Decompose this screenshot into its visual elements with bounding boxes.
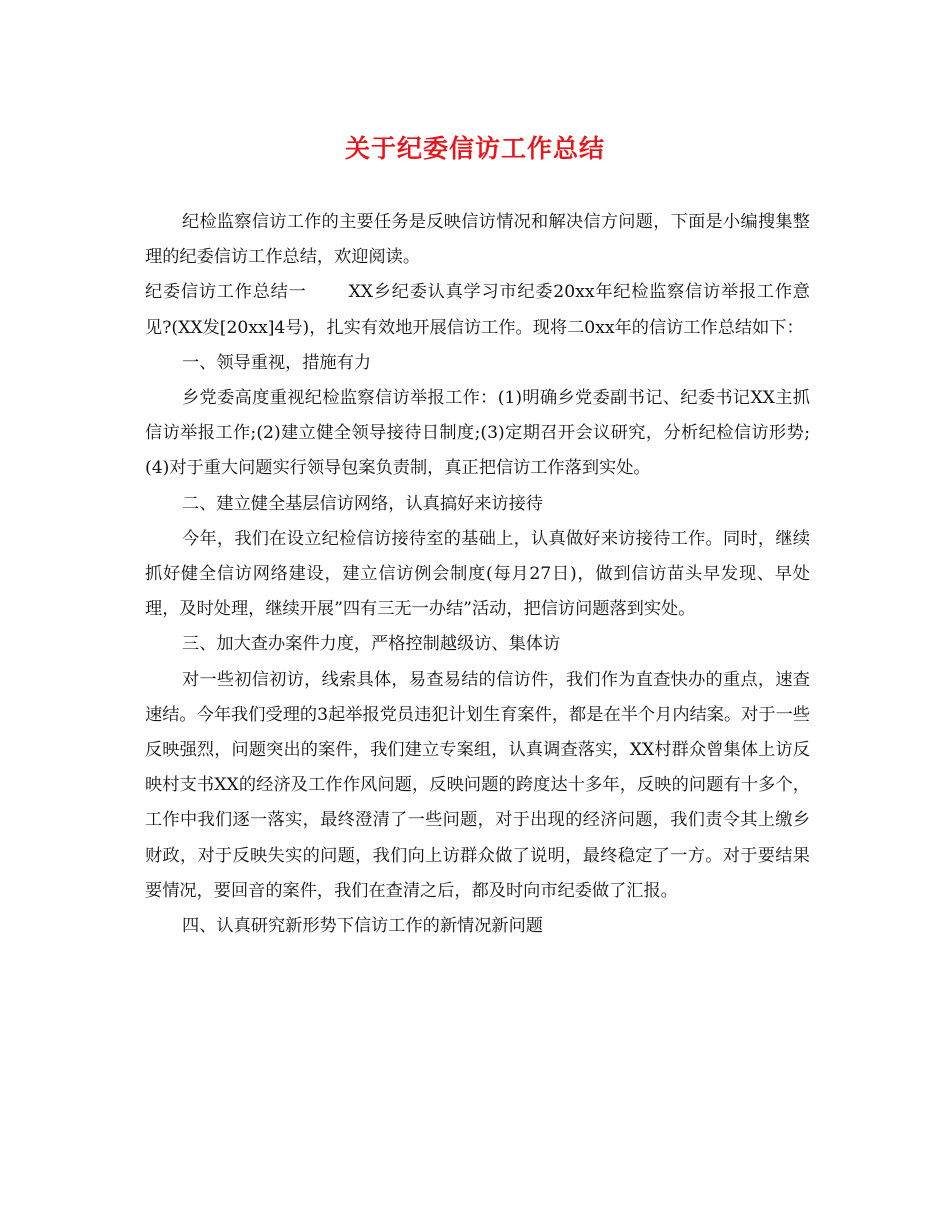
section-heading-2: 二、建立健全基层信访网络，认真搞好来访接待 xyxy=(182,493,543,514)
summary-label: 纪委信访工作总结一 xyxy=(145,282,307,303)
summary-text: XX乡纪委认真学习市纪委20xx年纪检监察信访举报工作意见?(XX发[20xx]4号)，扎实有效地开展信访工作。现将二0xx年的信访工作总结如下： xyxy=(145,282,810,338)
summary-paragraph xyxy=(145,275,810,345)
intro-paragraph: 纪检监察信访工作的主要任务是反映信访情况和解决信方问题，下面是小编搜集整理的纪委信访工作总结，欢迎阅读。 xyxy=(145,212,810,268)
section-heading-1: 一、领导重视，措施有力 xyxy=(182,352,372,373)
section-body-1: 乡党委高度重视纪检监察信访举报工作：(1)明确乡党委副书记、纪委书记XX主抓信访举报工作;(2)建立健全领导接待日制度;(3)定期召开会议研究，分析纪检信访形势;(4)对于重大问题实行领导包案负责制，真正把信访工作落到实处。 xyxy=(145,388,810,479)
section-heading-4: 四、认真研究新形势下信访工作的新情况新问题 xyxy=(182,916,543,937)
section-body-2: 今年，我们在设立纪检信访接待室的基础上，认真做好来访接待工作。同时，继续抓好健全信访网络建设，建立信访例会制度(每月27日)，做到信访苗头早发现、早处理，及时处理，继续开展”四有三无一办结”活动，把信访问题落到实处。 xyxy=(145,528,810,620)
section-body-3: 对一些初信初访，线索具体，易查易结的信访件，我们作为直查快办的重点，速查速结。今年我们受理的3起举报党员违犯计划生育案件，都是在半个月内结案。对于一些反映强烈，问题突出的案件，我们建立专案组，认真调查落实，XX村群众曾集体上访反映村支书XX的经济及工作作风问题，反映问题的跨度达十多年，反映的问题有十多个，工作中我们逐一落实，最终澄清了一些问题，对于出现的经济问题，我们责令其上缴乡财政，对于反映失实的问题，我们向上访群众做了说明，最终稳定了一方。对于要结果要情况，要回音的案件，我们在查清之后，都及时向市纪委做了汇报。 xyxy=(145,669,810,901)
document-body xyxy=(145,205,810,944)
section-heading-3: 三、加大查办案件力度，严格控制越级访、集体访 xyxy=(182,634,561,655)
document-title: 关于纪委信访工作总结 xyxy=(344,134,605,163)
